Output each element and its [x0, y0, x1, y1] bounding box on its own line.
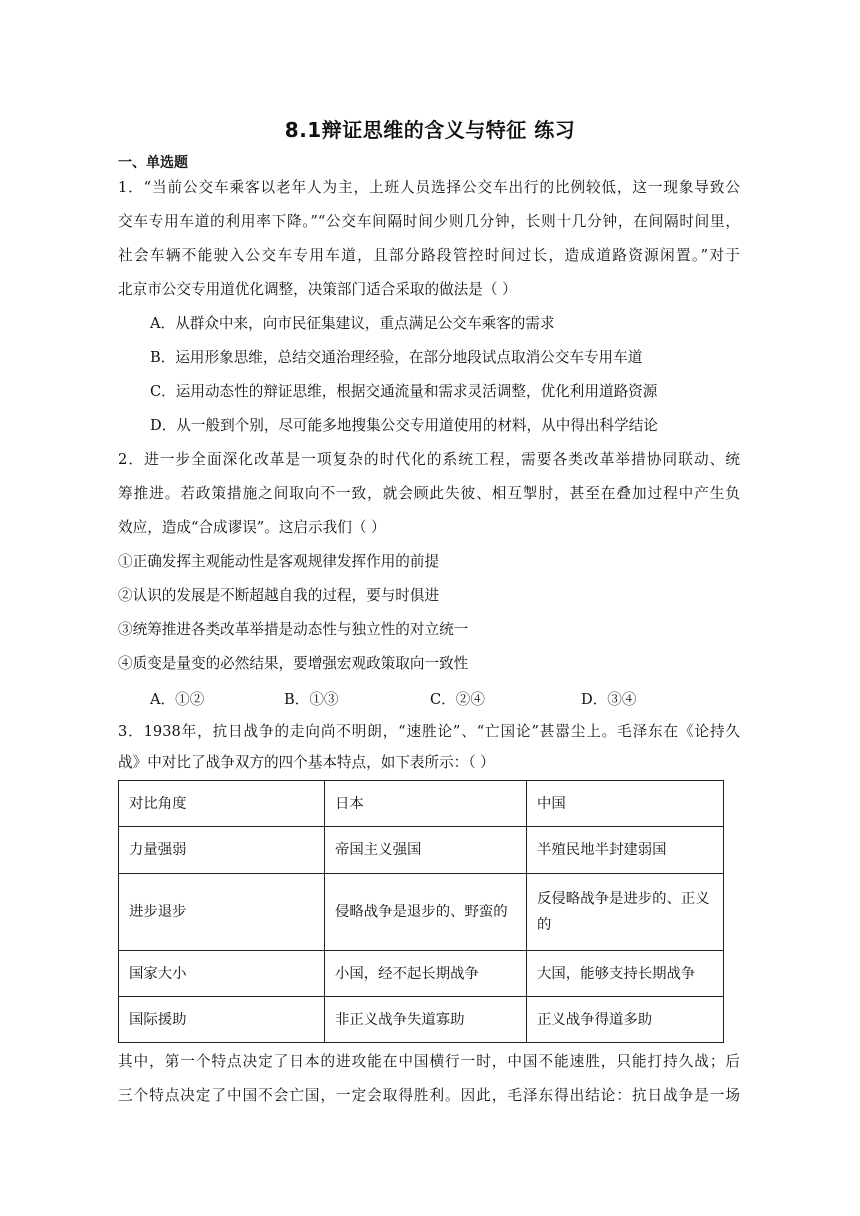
question-2-statement-4: ④质变是量变的必然结果，要增强宏观政策取向一致性 — [118, 655, 469, 672]
table-row — [119, 827, 724, 874]
comparison-table — [118, 780, 724, 1043]
table-cell: 侵略战争是退步的、野蛮的 — [325, 874, 527, 951]
question-2-statement-1: ①正确发挥主观能动性是客观规律发挥作用的前提 — [118, 553, 440, 570]
section-heading: 一、单选题 — [118, 155, 188, 171]
question-2-statement-3: ③统筹推进各类改革举措是动态性与独立性的对立统一 — [118, 621, 469, 638]
question-1-line-2: 交车专用车道的利用率下降。”“公交车间隔时间少则几分钟，长则十几分钟，在间隔时间里， — [118, 213, 740, 230]
table-cell: 大国，能够支持长期战争 — [527, 951, 724, 997]
question-2-option-a: A．①② — [150, 691, 205, 708]
question-3-line-1: 3．1938年，抗日战争的走向尚不明朗，“速胜论”、“亡国论”甚嚣尘上。毛泽东在《论持久 — [118, 723, 740, 740]
table-cell: 小国，经不起长期战争 — [325, 951, 527, 997]
page-title: 8.1辩证思维的含义与特征 练习 — [284, 118, 576, 142]
table-cell: 国际援助 — [119, 997, 325, 1043]
question-2-statement-2: ②认识的发展是不断超越自我的过程，要与时俱进 — [118, 587, 440, 604]
table-cell: 非正义战争失道寡助 — [325, 997, 527, 1043]
table-cell: 半殖民地半封建弱国 — [527, 827, 724, 874]
table-cell: 正义战争得道多助 — [527, 997, 724, 1043]
table-header-cell: 日本 — [325, 781, 527, 827]
table-row — [119, 874, 724, 951]
question-2-line-1: 2．进一步全面深化改革是一项复杂的时代化的系统工程，需要各类改革举措协同联动、统 — [118, 451, 740, 468]
table-cell: 进步退步 — [119, 874, 325, 951]
question-2-option-c: C．②④ — [430, 691, 485, 708]
table-cell: 国家大小 — [119, 951, 325, 997]
question-2-line-3: 效应，造成“合成谬误”。这启示我们（ ） — [118, 519, 386, 536]
question-1-option-c: C．运用动态性的辩证思维，根据交通流量和需求灵活调整，优化利用道路资源 — [150, 383, 658, 400]
table-header-row — [119, 781, 724, 827]
table-row — [119, 951, 724, 997]
question-3-after-line-1: 其中，第一个特点决定了日本的进攻能在中国横行一时，中国不能速胜，只能打持久战；后 — [118, 1053, 740, 1070]
table-header-cell: 对比角度 — [119, 781, 325, 827]
question-1-option-a: A．从群众中来，向市民征集建议，重点满足公交车乘客的需求 — [150, 315, 555, 332]
table-cell: 力量强弱 — [119, 827, 325, 874]
table-header-cell: 中国 — [527, 781, 724, 827]
question-3-after-line-2: 三个特点决定了中国不会亡国，一定会取得胜利。因此，毛泽东得出结论：抗日战争是一场 — [118, 1087, 740, 1104]
question-1-option-d: D．从一般到个别，尽可能多地搜集公交专用道使用的材料，从中得出科学结论 — [150, 417, 658, 434]
question-1-option-b: B．运用形象思维，总结交通治理经验，在部分地段试点取消公交车专用车道 — [150, 349, 643, 366]
question-2-line-2: 筹推进。若政策措施之间取向不一致，就会顾此失彼、相互掣肘，甚至在叠加过程中产生负 — [118, 485, 740, 502]
question-1-line-1: 1．“当前公交车乘客以老年人为主，上班人员选择公交车出行的比例较低，这一现象导致公 — [118, 179, 740, 196]
question-1-line-3: 社会车辆不能驶入公交车专用车道，且部分路段管控时间过长，造成道路资源闲置。”对于 — [118, 247, 740, 264]
table-cell: 反侵略战争是进步的、正义的 — [527, 874, 724, 951]
question-2-option-b: B．①③ — [284, 691, 339, 708]
table-cell: 帝国主义强国 — [325, 827, 527, 874]
question-3-line-2: 战》中对比了战争双方的四个基本特点，如下表所示：（ ） — [118, 754, 495, 771]
question-2-option-d: D．③④ — [581, 691, 637, 708]
table-row — [119, 997, 724, 1043]
question-1-line-4: 北京市公交专用道优化调整，决策部门适合采取的做法是（ ） — [118, 281, 517, 298]
